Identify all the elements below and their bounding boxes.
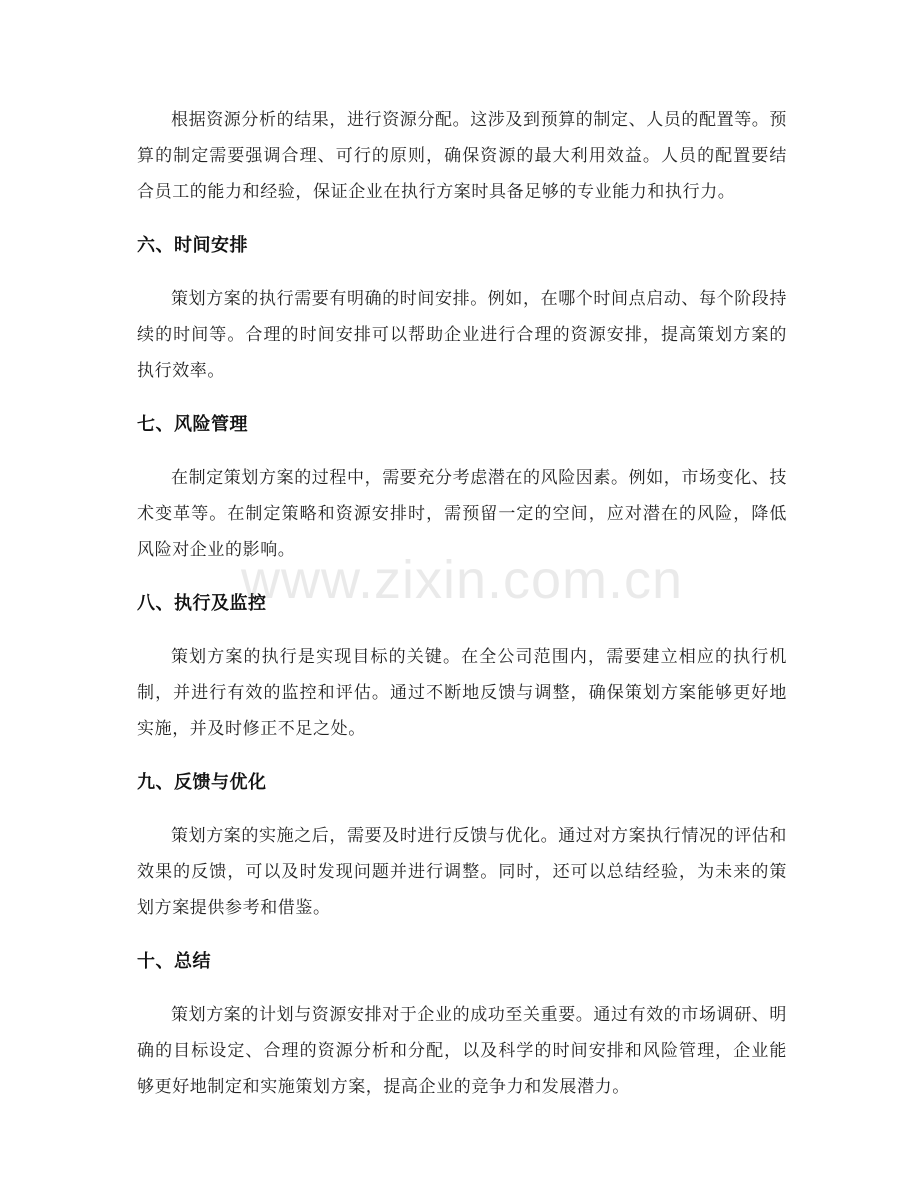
section-heading-schedule: 六、时间安排 bbox=[137, 235, 248, 256]
watermark-text: www.zixin.com.cn bbox=[240, 550, 684, 610]
paragraph-execution-monitoring: 策划方案的执行是实现目标的关键。在全公司范围内，需要建立相应的执行机制，并进行有效的监控和评估。通过不断地反馈与调整，确保策划方案能够更好地实施，并及时修正不足之处。 bbox=[137, 647, 787, 739]
section-heading-summary: 十、总结 bbox=[137, 951, 211, 972]
section-heading-feedback-optimization: 九、反馈与优化 bbox=[137, 772, 267, 793]
paragraph-schedule: 策划方案的执行需要有明确的时间安排。例如，在哪个时间点启动、每个阶段持续的时间等。合理的时间安排可以帮助企业进行合理的资源安排，提高策划方案的执行效率。 bbox=[137, 289, 787, 381]
paragraph-feedback-optimization: 策划方案的实施之后，需要及时进行反馈与优化。通过对方案执行情况的评估和效果的反馈，可以及时发现问题并进行调整。同时，还可以总结经验，为未来的策划方案提供参考和借鉴。 bbox=[137, 826, 787, 918]
paragraph-resource-allocation: 根据资源分析的结果，进行资源分配。这涉及到预算的制定、人员的配置等。预算的制定需要强调合理、可行的原则，确保资源的最大利用效益。人员的配置要结合员工的能力和经验，保证企业在执行方案时具备足够的专业能力和执行力。 bbox=[137, 110, 787, 202]
document-body bbox=[137, 102, 787, 1105]
section-heading-execution-monitoring: 八、执行及监控 bbox=[137, 593, 267, 614]
paragraph-risk-management: 在制定策划方案的过程中，需要充分考虑潜在的风险因素。例如，市场变化、技术变革等。在制定策略和资源安排时，需预留一定的空间，应对潜在的风险，降低风险对企业的影响。 bbox=[137, 468, 787, 560]
section-heading-risk-management: 七、风险管理 bbox=[137, 414, 248, 435]
paragraph-summary: 策划方案的计划与资源安排对于企业的成功至关重要。通过有效的市场调研、明确的目标设定、合理的资源分析和分配，以及科学的时间安排和风险管理，企业能够更好地制定和实施策划方案，提高企业的竞争力和发展潜力。 bbox=[137, 1005, 787, 1097]
